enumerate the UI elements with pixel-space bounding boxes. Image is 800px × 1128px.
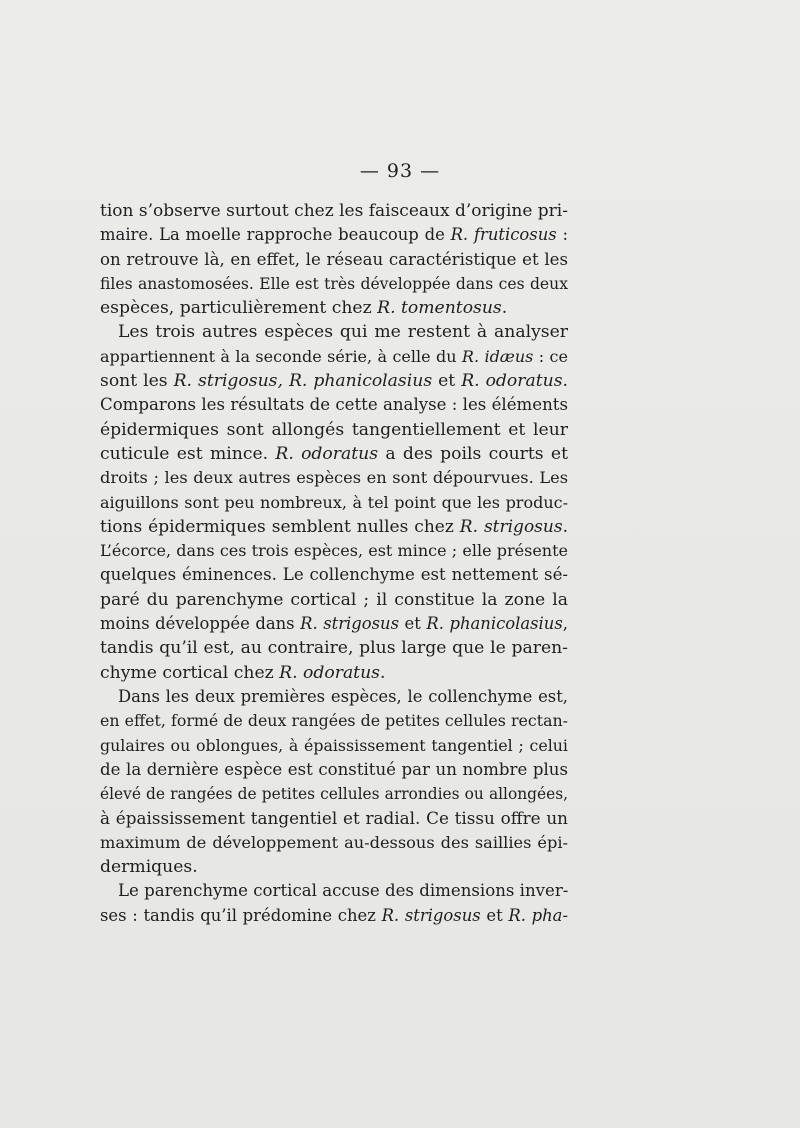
text-segment: et [432, 371, 462, 392]
text-segment: tion s’observe surtout chez les faisceaux d’origine pri- [100, 201, 568, 221]
text-segment: dermiques. [100, 857, 198, 878]
text-line [100, 904, 568, 928]
body-text [100, 199, 568, 928]
italic-species-name: R. strigosus [459, 516, 563, 537]
text-line [100, 223, 568, 247]
text-line [100, 199, 568, 223]
text-line [100, 588, 568, 612]
text-segment: maire. La moelle rapproche beaucoup de [100, 225, 451, 245]
text-line [100, 515, 568, 539]
italic-species-name: R. strigosus, R. phanicolasius [173, 371, 433, 392]
text-segment: tions épidermiques semblent nulles chez [100, 516, 460, 537]
italic-species-name: R. odoratus [461, 371, 563, 392]
text-segment: paré du parenchyme cortical ; il constitue la zone la [100, 589, 568, 610]
text-segment: quelques éminences. Le collenchyme est nettement sé- [100, 565, 568, 585]
text-segment: Le parenchyme cortical accuse des dimensions inver- [118, 881, 569, 901]
italic-species-name: R. fruticosus [450, 225, 557, 245]
text-line [100, 248, 568, 272]
text-line [100, 806, 568, 830]
text-segment: Les trois autres espèces qui me restent à analyser [118, 322, 568, 343]
text-segment: : ce [533, 346, 568, 366]
text-segment: de la dernière espèce est constitué par un nombre plus [100, 759, 568, 779]
text-line [100, 442, 568, 466]
text-segment: . [501, 298, 508, 319]
text-line [100, 661, 568, 685]
text-segment: à épaississement tangentiel et radial. Ce tissu offre un [100, 808, 568, 829]
text-segment: épidermiques sont allongés tangentiellement et leur [100, 419, 568, 440]
text-line [100, 563, 568, 587]
text-line [100, 418, 568, 442]
text-segment: L’écorce, dans ces trois espèces, est mince ; elle présente [100, 541, 568, 561]
text-segment: Comparons les résultats de cette analyse : les éléments [100, 395, 568, 415]
text-segment: gulaires ou oblongues, à épaississement tangentiel ; celui [100, 735, 568, 755]
text-segment: en effet, formé de deux rangées de petites cellules rectan- [100, 711, 568, 731]
text-line [100, 879, 568, 903]
text-line [100, 782, 568, 806]
italic-species-name: R. tomentosus [377, 298, 502, 319]
text-segment: maximum de développement au-dessous des saillies épi- [100, 832, 568, 852]
italic-species-name: R. phanicolasius [426, 614, 563, 634]
text-segment: aiguillons sont peu nombreux, à tel point que les produc- [100, 492, 568, 512]
text-line [100, 345, 568, 369]
text-line [100, 709, 568, 733]
text-line [100, 758, 568, 782]
text-line [100, 539, 568, 563]
text-segment: Dans les deux premières espèces, le collenchyme est, [118, 686, 568, 706]
text-segment: . [562, 516, 568, 537]
text-segment: tandis qu’il est, au contraire, plus large que le paren- [100, 638, 568, 659]
text-segment: , [562, 614, 568, 634]
text-line [100, 734, 568, 758]
text-segment: élevé de rangées de petites cellules arrondies ou allongées, [100, 785, 568, 804]
italic-species-name: R. odoratus [275, 443, 379, 464]
text-line [100, 636, 568, 660]
text-line [100, 272, 568, 296]
text-segment: droits ; les deux autres espèces en sont dépourvues. Les [100, 468, 568, 488]
text-segment: . [562, 371, 568, 392]
text-line [100, 296, 568, 320]
text-segment: appartiennent à la seconde série, à celle du [100, 346, 462, 366]
text-segment: sont les [100, 371, 174, 392]
italic-species-name: R. odoratus [279, 662, 380, 683]
text-segment: cuticule est mince. [100, 443, 276, 464]
text-segment: : [556, 225, 568, 245]
text-line [100, 466, 568, 490]
text-segment: on retrouve là, en effet, le réseau caractéristique et les [100, 249, 568, 269]
text-segment: ses : tandis qu’il prédomine chez [100, 905, 382, 925]
text-segment: . [379, 662, 386, 683]
text-line [100, 685, 568, 709]
text-segment: a des poils courts et [378, 443, 568, 464]
text-segment: files anastomosées. Elle est très développée dans ces deux [100, 274, 568, 293]
italic-species-name: R. pha- [508, 905, 568, 925]
text-line [100, 855, 568, 879]
text-segment: et [399, 614, 427, 634]
text-line [100, 320, 568, 344]
text-segment: moins développée dans [100, 614, 301, 634]
italic-species-name: R. idæus [461, 346, 534, 366]
page-number: — 93 — [359, 160, 441, 182]
italic-species-name: R. strigosus [300, 614, 400, 634]
text-segment: chyme cortical chez [100, 662, 280, 683]
text-line [100, 491, 568, 515]
text-line [100, 831, 568, 855]
text-line [100, 369, 568, 393]
text-segment: espèces, particulièrement chez [100, 298, 378, 319]
text-line [100, 393, 568, 417]
text-line [100, 612, 568, 636]
text-segment: et [480, 905, 509, 925]
italic-species-name: R. strigosus [381, 905, 481, 925]
